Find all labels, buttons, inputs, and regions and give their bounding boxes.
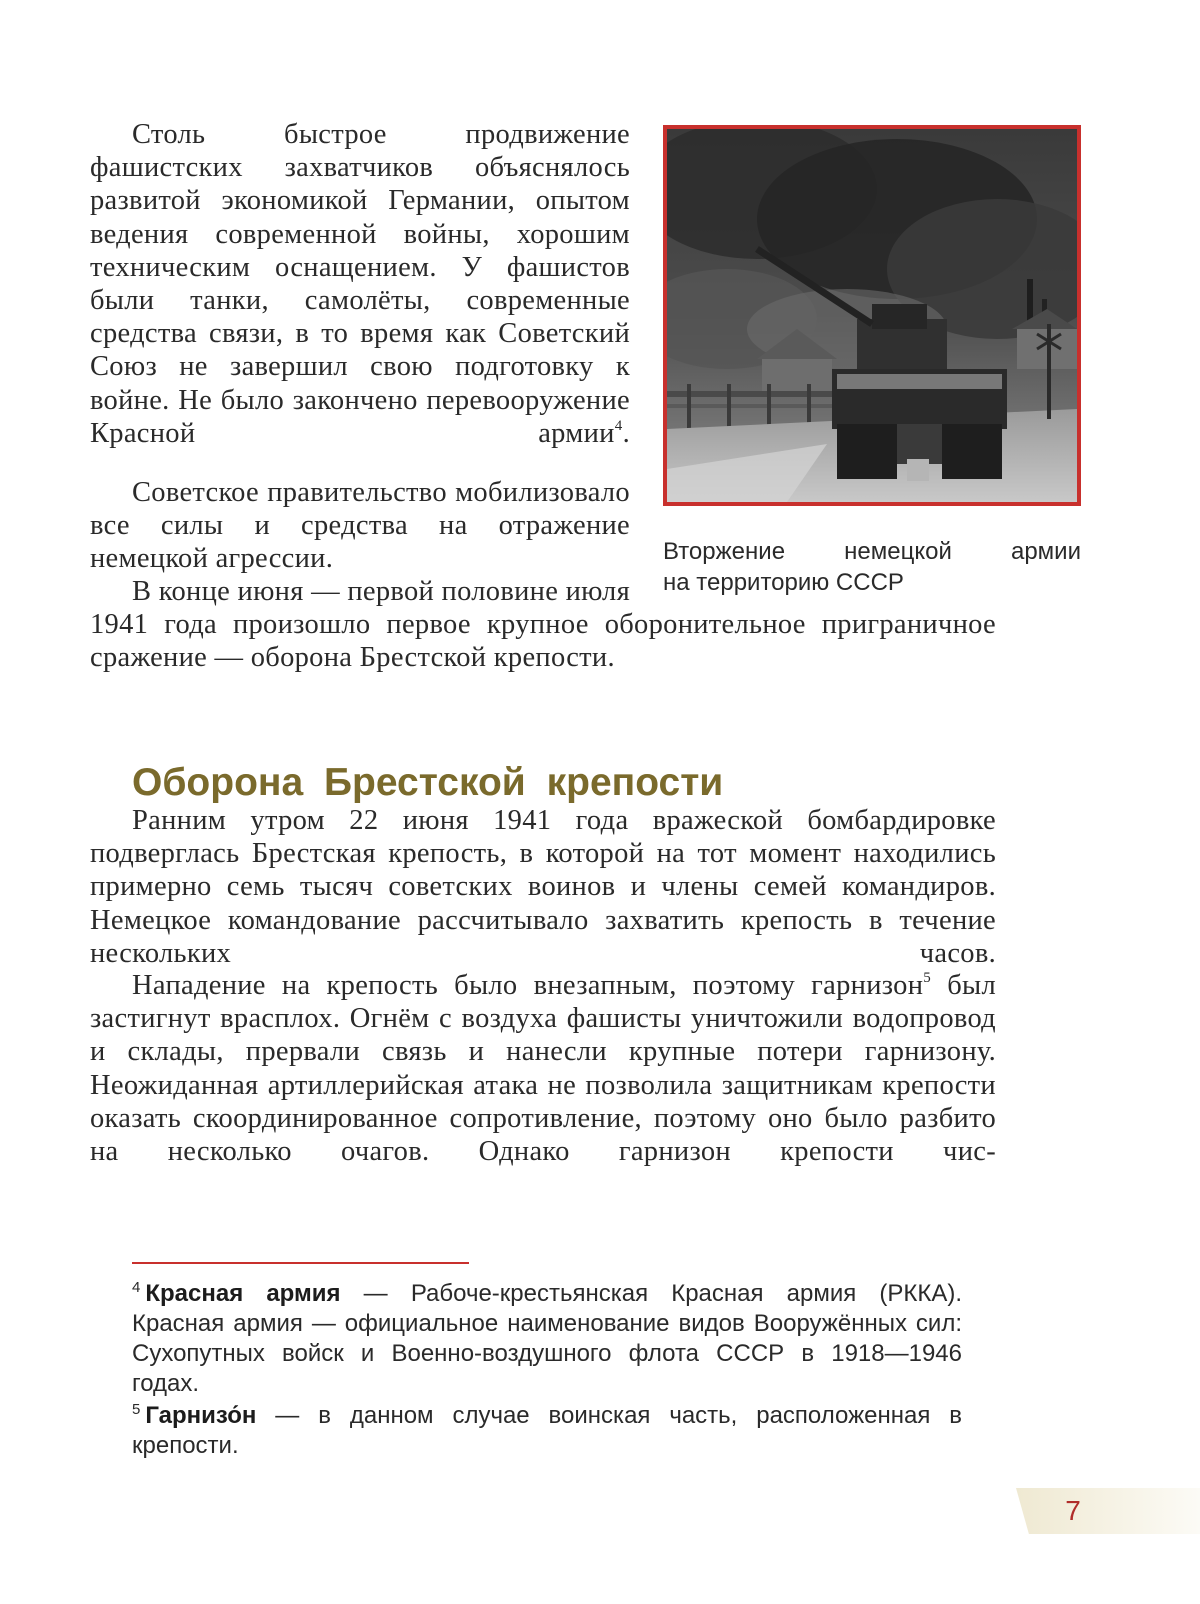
figure-caption xyxy=(663,536,1081,598)
figure-caption-line-1: Вторжение немецкой армии xyxy=(663,538,1081,565)
footnote-5-number: 5 xyxy=(132,1401,141,1418)
page-number-tab xyxy=(1016,1488,1200,1534)
tank-photo-image xyxy=(667,129,1077,502)
footnote-4-term: Красная армия xyxy=(145,1280,341,1307)
footnote-divider xyxy=(132,1262,469,1264)
war-photo xyxy=(663,125,1081,506)
footnote-5-text: — в данном случае воинская часть, расположенная в крепости. xyxy=(132,1402,962,1459)
footnote-5 xyxy=(132,1395,962,1461)
footnote-4-number: 4 xyxy=(132,1279,141,1296)
section-paragraph-2: Нападение на крепость было внезапным, поэтому гарнизон$^5$ был застигнут врасплох. Огнём с воздуха фашисты уничтожили водопровод и склады, прервали связь и нанесли крупные потери гарнизону. Неожиданная артиллерийская атака не позволила защитникам крепости оказать скоординированное сопротивление, поэтому оно было разбито на несколько очагов. Однако гарнизон крепости чис- xyxy=(90,970,997,1168)
intro-paragraph-1: Столь быстрое продвижение фашистских захватчиков объяснялось развитой экономикой Германии, опытом ведения современной войны, хорошим техническим оснащением. У фашистов были танки, самолёты, современные средства связи, в то время как Советский Союз не завершил свою подготовку к войне. Не было закончено перевооружение Красной армии$^4$. xyxy=(90,119,630,449)
figure-caption-line-2: на территорию СССР xyxy=(663,569,904,596)
page-number: 7 xyxy=(1065,1495,1081,1526)
intro-paragraph-2: Советское правительство мобилизовало все силы и средства на отражение немецкой агрессии. xyxy=(90,477,630,575)
intro-paragraph-3: В конце июня — первой половине июля 1941 года произошло первое крупное оборонительное приграничное сражение — оборона Брестской крепости. xyxy=(90,576,996,674)
intro-paragraph-1-text: Столь быстрое продвижение фашистских захватчиков объяснялось развитой экономикой Германии, опытом ведения современной войны, хорошим техническим оснащением. У фашистов были танки, самолёты, современные средства связи, в то время как Советский Союз не завершил свою подготовку к войне. Не было закончено перевооружение Красной армии xyxy=(90,119,630,449)
section-heading: Оборона Брестской крепости xyxy=(132,761,724,804)
footnote-ref-5[interactable]: 5 xyxy=(923,970,932,986)
footnote-4-text: — Рабоче-крестьянская Красная армия (РККА). Красная армия — официальное наименование видов Вооружённых сил: Сухопутных войск и Военно-воздушного флота СССР в 1918—1946 годах. xyxy=(132,1280,962,1397)
section-paragraph-1: Ранним утром 22 июня 1941 года вражеской бомбардировке подверглась Брестская крепость, в которой на тот момент находились примерно семь тысяч советских воинов и члены семей командиров. Немецкое командование рассчитывало захватить крепость в течение нескольких часов. xyxy=(90,805,996,969)
footnote-4 xyxy=(132,1273,962,1399)
footnote-ref-4[interactable]: 4 xyxy=(614,417,623,434)
footnote-5-term: Гарнизо́н xyxy=(145,1402,257,1429)
